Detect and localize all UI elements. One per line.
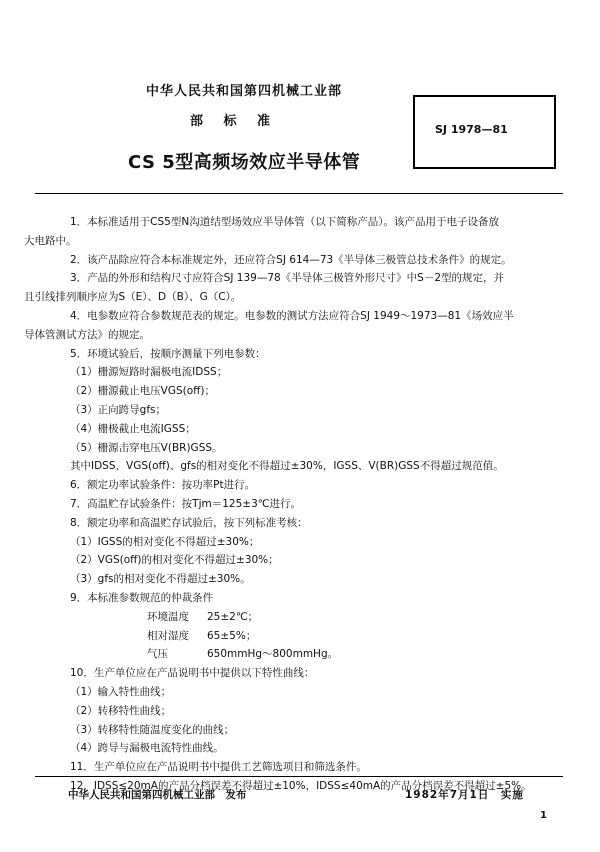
clause-10-item-1: （1）输入特性曲线； xyxy=(70,685,172,698)
clause-9: 9．本标准参数规范的仲裁条件 xyxy=(70,591,214,604)
clause-5-note: 其中IDSS、VGS(off)、gfs的相对变化不得超过±30%，IGSS、V(BR)GSS不得超过规范值。 xyxy=(70,460,504,473)
clause-1: 1．本标准适用于CS5型N沟道结型场效应半导体管（以下简称产品）。该产品用于电子设备放 xyxy=(70,216,499,228)
clause-5: 5．环境试验后，按顺序测量下列电参数： xyxy=(70,347,266,360)
clause-4: 4．电参数应符合参数规范表的规定。电参数的测试方法应符合SJ 1949～1973—81《场效应半 xyxy=(70,309,514,322)
clause-5-item-3: （3）正向跨导gfs； xyxy=(70,403,167,416)
env-condition-temperature xyxy=(147,608,556,627)
clause-8-item-1: （1）IGSS的相对变化不得超过±30%； xyxy=(70,535,260,548)
bottom-rule xyxy=(35,776,563,777)
clause-8-item-2: （2）VGS(off)的相对变化不得超过±30%； xyxy=(70,554,279,567)
standard-number-box xyxy=(413,95,556,169)
page-number: 1 xyxy=(540,810,547,821)
standard-number: SJ 1978—81 xyxy=(435,123,508,136)
env-condition-pressure xyxy=(147,645,556,664)
clause-6: 6．额定功率试验条件：按功率Pt进行。 xyxy=(70,479,256,492)
clause-10-item-2: （2）转移特性曲线； xyxy=(70,704,172,717)
clause-8-item-3: （3）gfs的相对变化不得超过±30%。 xyxy=(70,573,251,586)
env-key: 相对湿度 xyxy=(147,629,189,642)
clause-5-item-4: （4）栅极截止电流IGSS； xyxy=(70,422,196,435)
document-title: CS 5型高频场效应半导体管 xyxy=(128,152,361,173)
env-value: 650mmHg～800mmHg。 xyxy=(207,648,339,661)
clause-4-cont: 导体管测试方法》的规定。 xyxy=(24,328,150,341)
env-value: 25±2℃； xyxy=(207,610,259,623)
clause-7: 7．高温贮存试验条件：按Tjm＝125±3℃进行。 xyxy=(70,497,302,510)
clause-5-item-5: （5）栅源击穿电压V(BR)GSS。 xyxy=(70,441,223,454)
clause-12: 12．IDSS≤20mA的产品分档误差不得超过±10%，IDSS≤40mA的产品分档误差不得超过±5%。 xyxy=(70,779,532,792)
clause-8: 8．额定功率和高温贮存试验后，按下列标准考核： xyxy=(70,516,308,529)
env-key: 气压 xyxy=(147,648,168,661)
top-rule xyxy=(35,193,563,194)
footer-effective-date: 1982年7月1日 实施 xyxy=(405,789,524,801)
document-body xyxy=(24,213,556,796)
clause-10: 10．生产单位应在产品说明书中提供以下特性曲线： xyxy=(70,667,315,680)
footer-issuer: 中华人民共和国第四机械工业部 发布 xyxy=(68,789,247,801)
clause-5-item-2: （2）栅源截止电压VGS(off)； xyxy=(70,385,216,398)
clause-10-item-4: （4）跨导与漏极电流特性曲线。 xyxy=(70,742,224,755)
standard-type: 部 标 准 xyxy=(190,114,271,129)
clause-3: 3．产品的外形和结构尺寸应符合SJ 139—78《半导体三极管外形尺寸》中S－2型的规定，并 xyxy=(70,272,505,285)
clause-1-cont: 大电路中。 xyxy=(24,234,77,247)
clause-3-cont: 且引线排列顺序应为S（E）、D（B）、G（C）。 xyxy=(24,291,242,304)
clause-11: 11．生产单位应在产品说明书中提供工艺筛选项目和筛选条件。 xyxy=(70,761,367,774)
env-condition-humidity xyxy=(147,627,556,646)
clause-2: 2．该产品除应符合本标准规定外，还应符合SJ 614—73《半导体三极管总技术条件》的规定。 xyxy=(70,253,512,266)
issuing-ministry: 中华人民共和国第四机械工业部 xyxy=(146,84,343,99)
clause-10-item-3: （3）转移特性随温度变化的曲线； xyxy=(70,723,235,736)
env-value: 65±5%； xyxy=(207,629,257,642)
env-key: 环境温度 xyxy=(147,610,189,623)
clause-5-item-1: （1）栅源短路时漏极电流IDSS； xyxy=(70,366,228,379)
